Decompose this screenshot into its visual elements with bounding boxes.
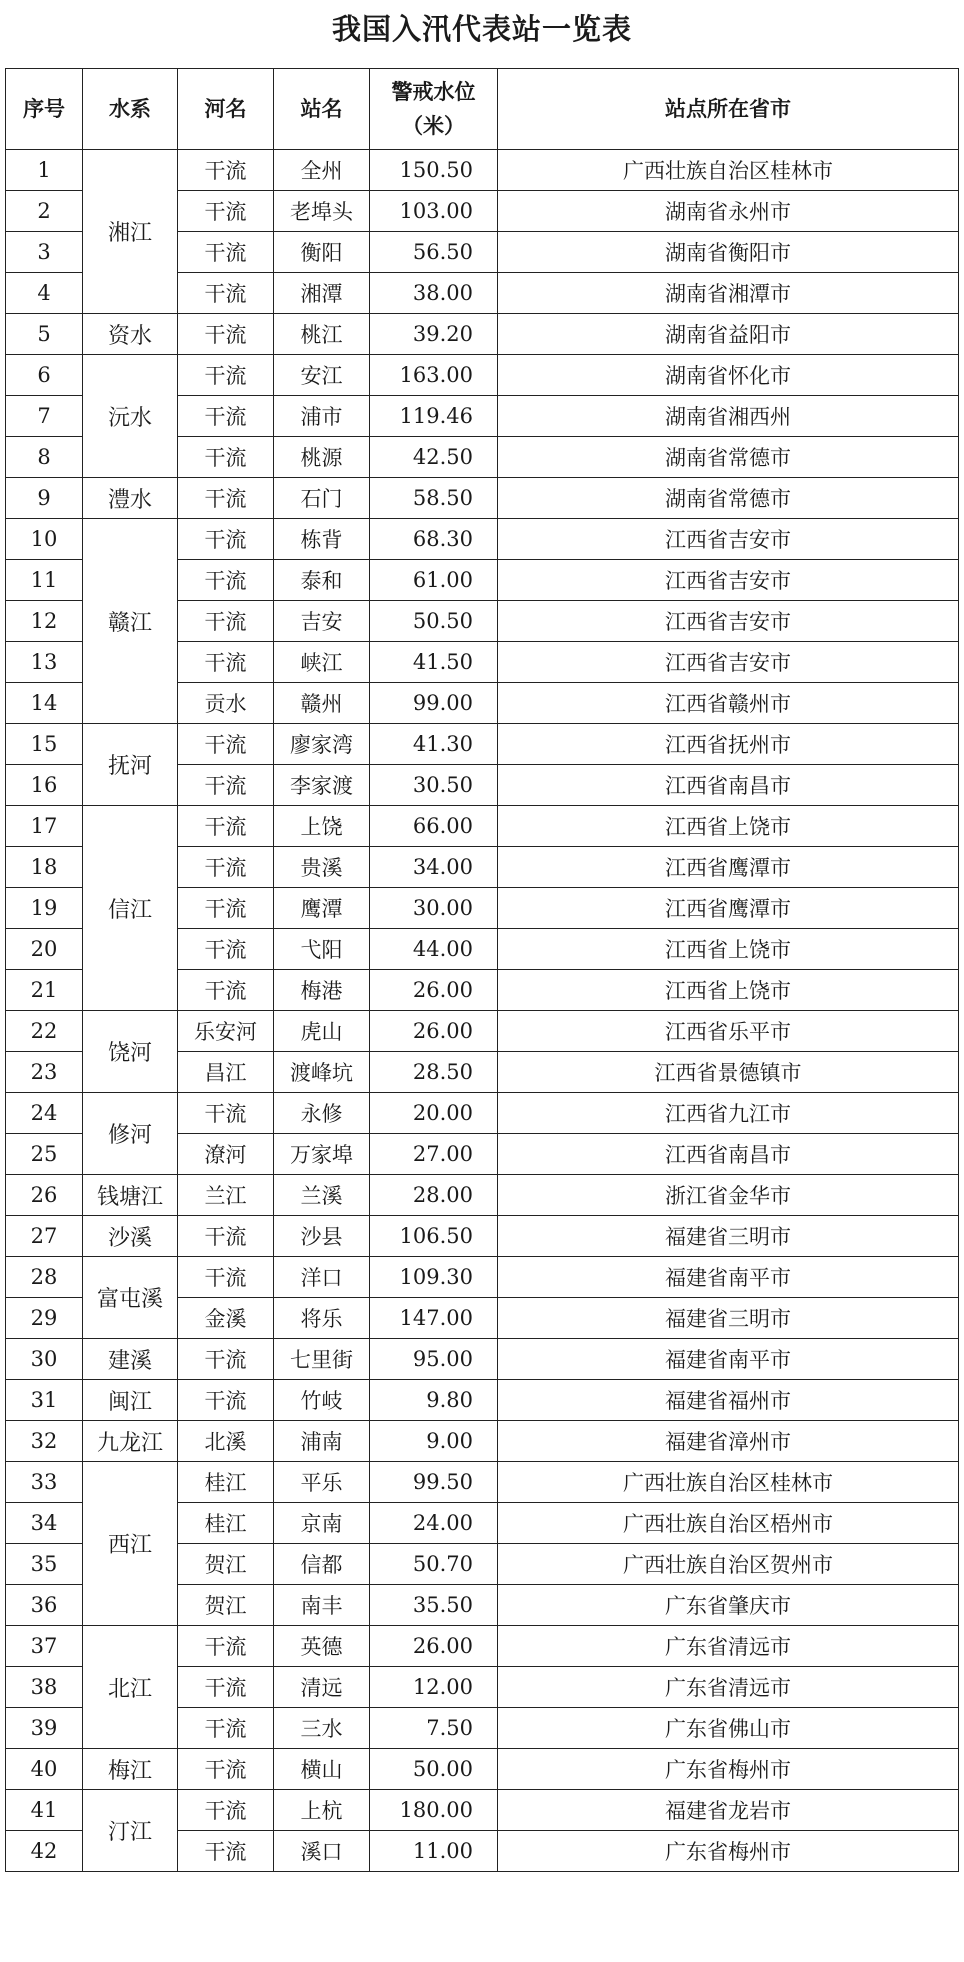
header-river-name: 河名 [178,69,274,150]
location-cell: 江西省赣州市 [498,683,959,724]
warning-level-cell: 9.80 [370,1380,498,1421]
warning-level-cell: 26.00 [370,970,498,1011]
seq-cell: 21 [6,970,83,1011]
warning-level-cell: 30.00 [370,888,498,929]
station-name-cell: 英德 [274,1626,370,1667]
seq-cell: 7 [6,396,83,437]
station-table [5,68,959,1872]
station-name-cell: 溪口 [274,1831,370,1872]
river-name-cell: 干流 [178,1626,274,1667]
location-cell: 广东省梅州市 [498,1831,959,1872]
warning-level-cell: 106.50 [370,1216,498,1257]
river-name-cell: 干流 [178,1708,274,1749]
table-row [6,355,959,396]
location-cell: 江西省吉安市 [498,642,959,683]
water-system-cell: 信江 [83,806,178,1011]
table-row [6,478,959,519]
location-cell: 江西省吉安市 [498,519,959,560]
location-cell: 湖南省湘潭市 [498,273,959,314]
table-row [6,1790,959,1831]
table-row [6,1626,959,1667]
river-name-cell: 干流 [178,724,274,765]
seq-cell: 24 [6,1093,83,1134]
warning-level-cell: 42.50 [370,437,498,478]
river-name-cell: 干流 [178,929,274,970]
river-name-cell: 兰江 [178,1175,274,1216]
location-cell: 江西省抚州市 [498,724,959,765]
water-system-cell: 闽江 [83,1380,178,1421]
location-cell: 广东省梅州市 [498,1749,959,1790]
station-name-cell: 全州 [274,150,370,191]
table-body [6,150,959,1872]
water-system-cell: 澧水 [83,478,178,519]
station-name-cell: 石门 [274,478,370,519]
seq-cell: 3 [6,232,83,273]
river-name-cell: 贺江 [178,1585,274,1626]
seq-cell: 6 [6,355,83,396]
location-cell: 江西省吉安市 [498,560,959,601]
water-system-cell: 修河 [83,1093,178,1175]
seq-cell: 42 [6,1831,83,1872]
river-name-cell: 干流 [178,1339,274,1380]
seq-cell: 18 [6,847,83,888]
warning-level-cell: 28.00 [370,1175,498,1216]
location-cell: 江西省上饶市 [498,970,959,1011]
header-warning-level-unit: （米） [402,114,465,138]
location-cell: 福建省南平市 [498,1339,959,1380]
warning-level-cell: 56.50 [370,232,498,273]
river-name-cell: 干流 [178,560,274,601]
location-cell: 福建省三明市 [498,1216,959,1257]
location-cell: 江西省上饶市 [498,806,959,847]
river-name-cell: 干流 [178,478,274,519]
seq-cell: 35 [6,1544,83,1585]
water-system-cell: 建溪 [83,1339,178,1380]
warning-level-cell: 119.46 [370,396,498,437]
seq-cell: 29 [6,1298,83,1339]
table-row [6,1011,959,1052]
river-name-cell: 潦河 [178,1134,274,1175]
warning-level-cell: 39.20 [370,314,498,355]
station-name-cell: 桃源 [274,437,370,478]
table-row [6,1175,959,1216]
river-name-cell: 乐安河 [178,1011,274,1052]
water-system-cell: 湘江 [83,150,178,314]
table-row [6,519,959,560]
table-row [6,1462,959,1503]
warning-level-cell: 99.50 [370,1462,498,1503]
seq-cell: 27 [6,1216,83,1257]
water-system-cell: 西江 [83,1462,178,1626]
document-title: 我国入汛代表站一览表 [331,12,632,46]
river-name-cell: 昌江 [178,1052,274,1093]
warning-level-cell: 50.70 [370,1544,498,1585]
warning-level-cell: 11.00 [370,1831,498,1872]
station-name-cell: 老埠头 [274,191,370,232]
river-name-cell: 干流 [178,806,274,847]
river-name-cell: 干流 [178,232,274,273]
location-cell: 江西省吉安市 [498,601,959,642]
water-system-cell: 富屯溪 [83,1257,178,1339]
location-cell: 广西壮族自治区桂林市 [498,1462,959,1503]
seq-cell: 8 [6,437,83,478]
location-cell: 湖南省永州市 [498,191,959,232]
water-system-cell: 赣江 [83,519,178,724]
station-name-cell: 沙县 [274,1216,370,1257]
warning-level-cell: 9.00 [370,1421,498,1462]
seq-cell: 41 [6,1790,83,1831]
warning-level-cell: 150.50 [370,150,498,191]
location-cell: 江西省上饶市 [498,929,959,970]
location-cell: 江西省鹰潭市 [498,847,959,888]
water-system-cell: 饶河 [83,1011,178,1093]
warning-level-cell: 99.00 [370,683,498,724]
seq-cell: 25 [6,1134,83,1175]
station-name-cell: 栋背 [274,519,370,560]
location-cell: 江西省乐平市 [498,1011,959,1052]
warning-level-cell: 24.00 [370,1503,498,1544]
warning-level-cell: 12.00 [370,1667,498,1708]
water-system-cell: 沅水 [83,355,178,478]
seq-cell: 13 [6,642,83,683]
river-name-cell: 干流 [178,396,274,437]
river-name-cell: 干流 [178,601,274,642]
seq-cell: 36 [6,1585,83,1626]
warning-level-cell: 38.00 [370,273,498,314]
table-row [6,1380,959,1421]
warning-level-cell: 50.50 [370,601,498,642]
river-name-cell: 干流 [178,314,274,355]
table-row [6,1749,959,1790]
station-name-cell: 泰和 [274,560,370,601]
water-system-cell: 抚河 [83,724,178,806]
station-name-cell: 横山 [274,1749,370,1790]
station-name-cell: 永修 [274,1093,370,1134]
location-cell: 江西省鹰潭市 [498,888,959,929]
location-cell: 湖南省常德市 [498,478,959,519]
river-name-cell: 北溪 [178,1421,274,1462]
table-row [6,1216,959,1257]
river-name-cell: 金溪 [178,1298,274,1339]
location-cell: 江西省九江市 [498,1093,959,1134]
seq-cell: 14 [6,683,83,724]
location-cell: 广东省佛山市 [498,1708,959,1749]
warning-level-cell: 26.00 [370,1011,498,1052]
station-name-cell: 京南 [274,1503,370,1544]
station-name-cell: 李家渡 [274,765,370,806]
seq-cell: 30 [6,1339,83,1380]
water-system-cell: 北江 [83,1626,178,1749]
river-name-cell: 干流 [178,437,274,478]
river-name-cell: 干流 [178,273,274,314]
station-name-cell: 将乐 [274,1298,370,1339]
table-row [6,806,959,847]
river-name-cell: 干流 [178,1216,274,1257]
seq-cell: 12 [6,601,83,642]
location-cell: 湖南省益阳市 [498,314,959,355]
seq-cell: 34 [6,1503,83,1544]
location-cell: 江西省南昌市 [498,765,959,806]
river-name-cell: 干流 [178,519,274,560]
header-row [6,69,959,150]
header-water-system: 水系 [83,69,178,150]
table-row [6,1257,959,1298]
location-cell: 江西省景德镇市 [498,1052,959,1093]
station-name-cell: 桃江 [274,314,370,355]
river-name-cell: 桂江 [178,1462,274,1503]
warning-level-cell: 28.50 [370,1052,498,1093]
warning-level-cell: 20.00 [370,1093,498,1134]
seq-cell: 5 [6,314,83,355]
river-name-cell: 干流 [178,847,274,888]
location-cell: 广西壮族自治区桂林市 [498,150,959,191]
station-name-cell: 虎山 [274,1011,370,1052]
water-system-cell: 沙溪 [83,1216,178,1257]
station-name-cell: 弋阳 [274,929,370,970]
river-name-cell: 干流 [178,765,274,806]
station-name-cell: 衡阳 [274,232,370,273]
table-row [6,150,959,191]
station-name-cell: 清远 [274,1667,370,1708]
location-cell: 浙江省金华市 [498,1175,959,1216]
warning-level-cell: 7.50 [370,1708,498,1749]
location-cell: 广东省清远市 [498,1626,959,1667]
station-name-cell: 湘潭 [274,273,370,314]
seq-cell: 2 [6,191,83,232]
station-name-cell: 浦南 [274,1421,370,1462]
river-name-cell: 干流 [178,970,274,1011]
seq-cell: 15 [6,724,83,765]
table-row [6,314,959,355]
warning-level-cell: 58.50 [370,478,498,519]
seq-cell: 16 [6,765,83,806]
river-name-cell: 贡水 [178,683,274,724]
warning-level-cell: 34.00 [370,847,498,888]
station-name-cell: 万家埠 [274,1134,370,1175]
water-system-cell: 钱塘江 [83,1175,178,1216]
station-name-cell: 洋口 [274,1257,370,1298]
seq-cell: 32 [6,1421,83,1462]
river-name-cell: 干流 [178,1667,274,1708]
station-name-cell: 吉安 [274,601,370,642]
seq-cell: 28 [6,1257,83,1298]
location-cell: 福建省福州市 [498,1380,959,1421]
river-name-cell: 贺江 [178,1544,274,1585]
warning-level-cell: 180.00 [370,1790,498,1831]
station-name-cell: 上饶 [274,806,370,847]
station-name-cell: 竹岐 [274,1380,370,1421]
river-name-cell: 干流 [178,355,274,396]
location-cell: 福建省三明市 [498,1298,959,1339]
location-cell: 广东省肇庆市 [498,1585,959,1626]
river-name-cell: 桂江 [178,1503,274,1544]
location-cell: 福建省南平市 [498,1257,959,1298]
seq-cell: 31 [6,1380,83,1421]
header-seq: 序号 [6,69,83,150]
warning-level-cell: 26.00 [370,1626,498,1667]
seq-cell: 10 [6,519,83,560]
station-name-cell: 渡峰坑 [274,1052,370,1093]
warning-level-cell: 41.30 [370,724,498,765]
station-name-cell: 贵溪 [274,847,370,888]
header-warning-level-line1: 警戒水位 [391,80,476,104]
seq-cell: 39 [6,1708,83,1749]
station-name-cell: 峡江 [274,642,370,683]
table-row [6,1093,959,1134]
warning-level-cell: 147.00 [370,1298,498,1339]
warning-level-cell: 27.00 [370,1134,498,1175]
header-warning-level [370,69,498,150]
warning-level-cell: 66.00 [370,806,498,847]
seq-cell: 26 [6,1175,83,1216]
location-cell: 江西省南昌市 [498,1134,959,1175]
warning-level-cell: 41.50 [370,642,498,683]
warning-level-cell: 95.00 [370,1339,498,1380]
seq-cell: 17 [6,806,83,847]
header-location: 站点所在省市 [498,69,959,150]
seq-cell: 4 [6,273,83,314]
seq-cell: 37 [6,1626,83,1667]
station-name-cell: 三水 [274,1708,370,1749]
station-name-cell: 七里街 [274,1339,370,1380]
location-cell: 湖南省湘西州 [498,396,959,437]
location-cell: 福建省龙岩市 [498,1790,959,1831]
river-name-cell: 干流 [178,1093,274,1134]
seq-cell: 9 [6,478,83,519]
river-name-cell: 干流 [178,150,274,191]
station-name-cell: 平乐 [274,1462,370,1503]
river-name-cell: 干流 [178,1380,274,1421]
seq-cell: 38 [6,1667,83,1708]
location-cell: 广西壮族自治区梧州市 [498,1503,959,1544]
warning-level-cell: 68.30 [370,519,498,560]
station-name-cell: 安江 [274,355,370,396]
seq-cell: 11 [6,560,83,601]
warning-level-cell: 103.00 [370,191,498,232]
water-system-cell: 资水 [83,314,178,355]
warning-level-cell: 163.00 [370,355,498,396]
location-cell: 湖南省怀化市 [498,355,959,396]
river-name-cell: 干流 [178,642,274,683]
water-system-cell: 九龙江 [83,1421,178,1462]
warning-level-cell: 50.00 [370,1749,498,1790]
location-cell: 湖南省衡阳市 [498,232,959,273]
seq-cell: 20 [6,929,83,970]
seq-cell: 22 [6,1011,83,1052]
station-name-cell: 廖家湾 [274,724,370,765]
table-row [6,724,959,765]
warning-level-cell: 30.50 [370,765,498,806]
seq-cell: 1 [6,150,83,191]
river-name-cell: 干流 [178,888,274,929]
header-station-name: 站名 [274,69,370,150]
station-name-cell: 鹰潭 [274,888,370,929]
station-name-cell: 信都 [274,1544,370,1585]
warning-level-cell: 44.00 [370,929,498,970]
water-system-cell: 汀江 [83,1790,178,1872]
seq-cell: 19 [6,888,83,929]
station-name-cell: 兰溪 [274,1175,370,1216]
river-name-cell: 干流 [178,191,274,232]
river-name-cell: 干流 [178,1790,274,1831]
location-cell: 湖南省常德市 [498,437,959,478]
warning-level-cell: 109.30 [370,1257,498,1298]
location-cell: 福建省漳州市 [498,1421,959,1462]
seq-cell: 23 [6,1052,83,1093]
river-name-cell: 干流 [178,1749,274,1790]
table-row [6,1339,959,1380]
seq-cell: 33 [6,1462,83,1503]
location-cell: 广西壮族自治区贺州市 [498,1544,959,1585]
water-system-cell: 梅江 [83,1749,178,1790]
location-cell: 广东省清远市 [498,1667,959,1708]
river-name-cell: 干流 [178,1257,274,1298]
station-name-cell: 赣州 [274,683,370,724]
station-name-cell: 上杭 [274,1790,370,1831]
warning-level-cell: 61.00 [370,560,498,601]
seq-cell: 40 [6,1749,83,1790]
station-name-cell: 南丰 [274,1585,370,1626]
station-name-cell: 梅港 [274,970,370,1011]
table-row [6,1421,959,1462]
warning-level-cell: 35.50 [370,1585,498,1626]
station-name-cell: 浦市 [274,396,370,437]
river-name-cell: 干流 [178,1831,274,1872]
